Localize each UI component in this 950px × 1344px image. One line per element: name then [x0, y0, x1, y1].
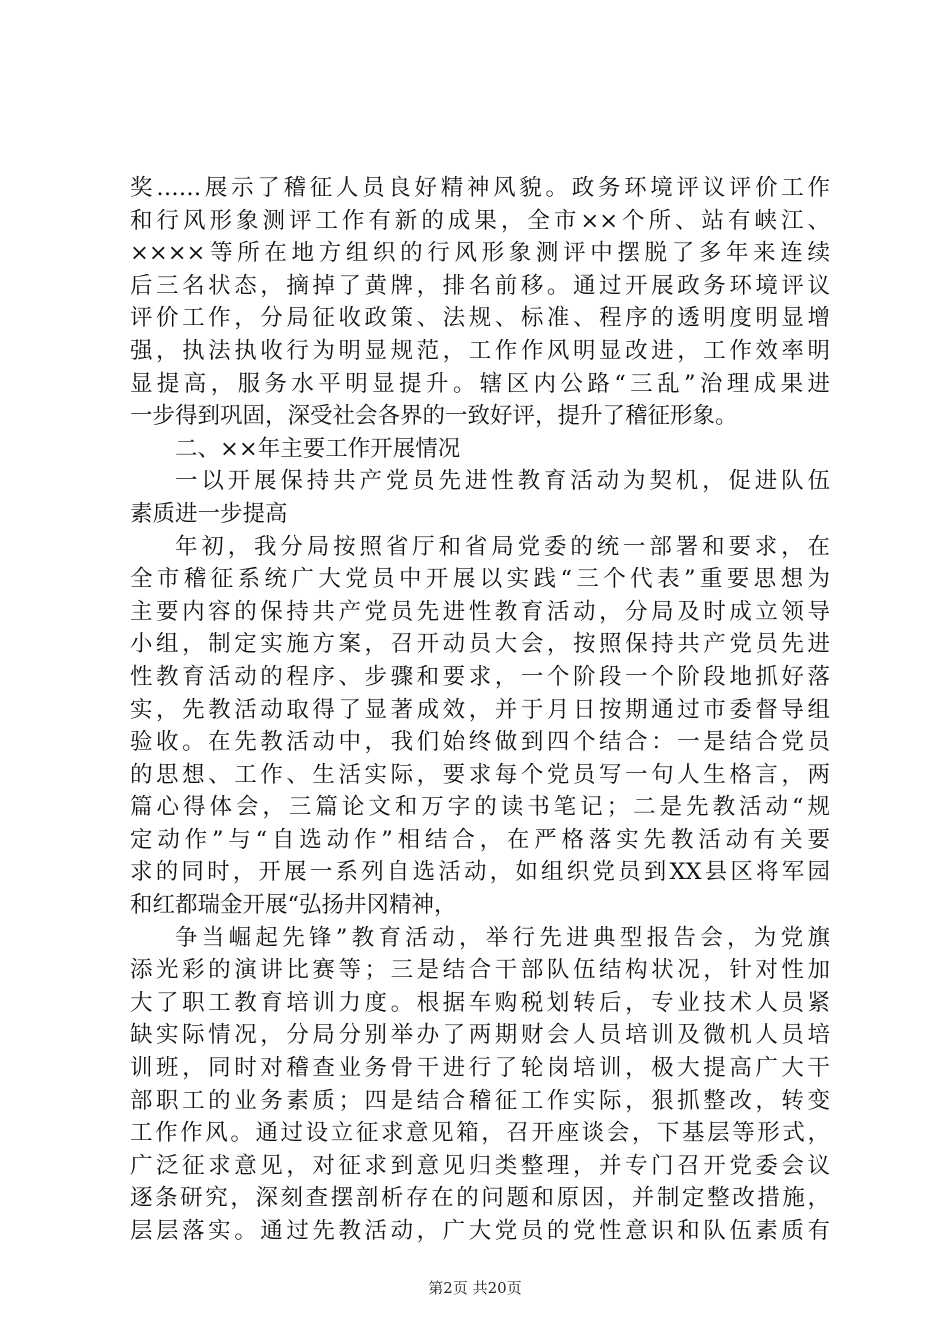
text-line: 后三名状态，摘掉了黄牌，排名前移。通过开展政务环境评议: [130, 272, 830, 299]
text-line: 验收。在先教活动中，我们始终做到四个结合：一是结合党员: [130, 729, 830, 756]
text-line: 和红都瑞金开展“弘扬井冈精神，: [130, 892, 457, 919]
text-line: ××××等所在地方组织的行风形象测评中摆脱了多年来连续: [130, 240, 830, 267]
text-line: 逐条研究，深刻查摆剖析存在的问题和原因，并制定整改措施，: [130, 1185, 830, 1212]
text-line: 年初，我分局按照省厅和省局党委的统一部署和要求，在: [175, 533, 830, 560]
text-line: 缺实际情况，分局分别举办了两期财会人员培训及微机人员培: [130, 1022, 830, 1049]
text-line: 素质进一步提高: [130, 500, 288, 527]
text-line: 争当崛起先锋”教育活动，举行先进典型报告会，为党旗: [175, 924, 830, 951]
text-line: 显提高，服务水平明显提升。辖区内公路“三乱”治理成果进: [130, 370, 830, 397]
text-line: 大了职工教育培训力度。根据车购税划转后，专业技术人员紧: [130, 989, 830, 1016]
text-line: 主要内容的保持共产党员先进性教育活动，分局及时成立领导: [130, 598, 830, 625]
text-line: 部职工的业务素质；四是结合稽征工作实际，狠抓整改，转变: [130, 1087, 830, 1114]
text-line: 定动作”与“自选动作”相结合，在严格落实先教活动有关要: [130, 826, 830, 853]
text-line: 奖……展示了稽征人员良好精神风貌。政务环境评议评价工作: [130, 175, 830, 201]
text-line: 篇心得体会，三篇论文和万字的读书笔记；二是先教活动“规: [130, 794, 830, 821]
text-line: 一步得到巩固，深受社会各界的一致好评，提升了稽征形象。: [130, 403, 738, 430]
page-footer: 第2页 共20页: [428, 1279, 522, 1297]
text-line: 广泛征求意见，对征求到意见归类整理，并专门召开党委会议: [130, 1152, 830, 1179]
text-line: 和行风形象测评工作有新的成果，全市××个所、站有峡江、: [130, 207, 830, 234]
text-line: 实，先教活动取得了显著成效，并于月日按期通过市委督导组: [130, 696, 830, 723]
text-line: 二、××年主要工作开展情况: [175, 435, 461, 462]
text-line: 训班，同时对稽查业务骨干进行了轮岗培训，极大提高广大干: [130, 1055, 830, 1082]
text-line: 的思想、工作、生活实际，要求每个党员写一句人生格言，两: [130, 761, 830, 788]
document-body: [130, 172, 830, 1248]
text-line: 层层落实。通过先教活动，广大党员的党性意识和队伍素质有: [130, 1218, 830, 1244]
text-line: 小组，制定实施方案，召开动员大会，按照保持共产党员先进: [130, 631, 830, 658]
text-line: 一以开展保持共产党员先进性教育活动为契机，促进队伍: [175, 468, 830, 495]
text-line: 强，执法执收行为明显规范，工作作风明显改进，工作效率明: [130, 337, 830, 364]
text-line: 评价工作，分局征收政策、法规、标准、程序的透明度明显增: [130, 305, 830, 332]
text-line: 求的同时，开展一系列自选活动，如组织党员到XX县区将军园: [130, 859, 830, 886]
text-line: 添光彩的演讲比赛等；三是结合干部队伍结构状况，针对性加: [130, 957, 830, 984]
text-line: 全市稽征系统广大党员中开展以实践“三个代表”重要思想为: [130, 566, 830, 593]
text-line: 性教育活动的程序、步骤和要求，一个阶段一个阶段地抓好落: [130, 663, 830, 690]
text-line: 工作作风。通过设立征求意见箱，召开座谈会，下基层等形式，: [130, 1120, 830, 1147]
